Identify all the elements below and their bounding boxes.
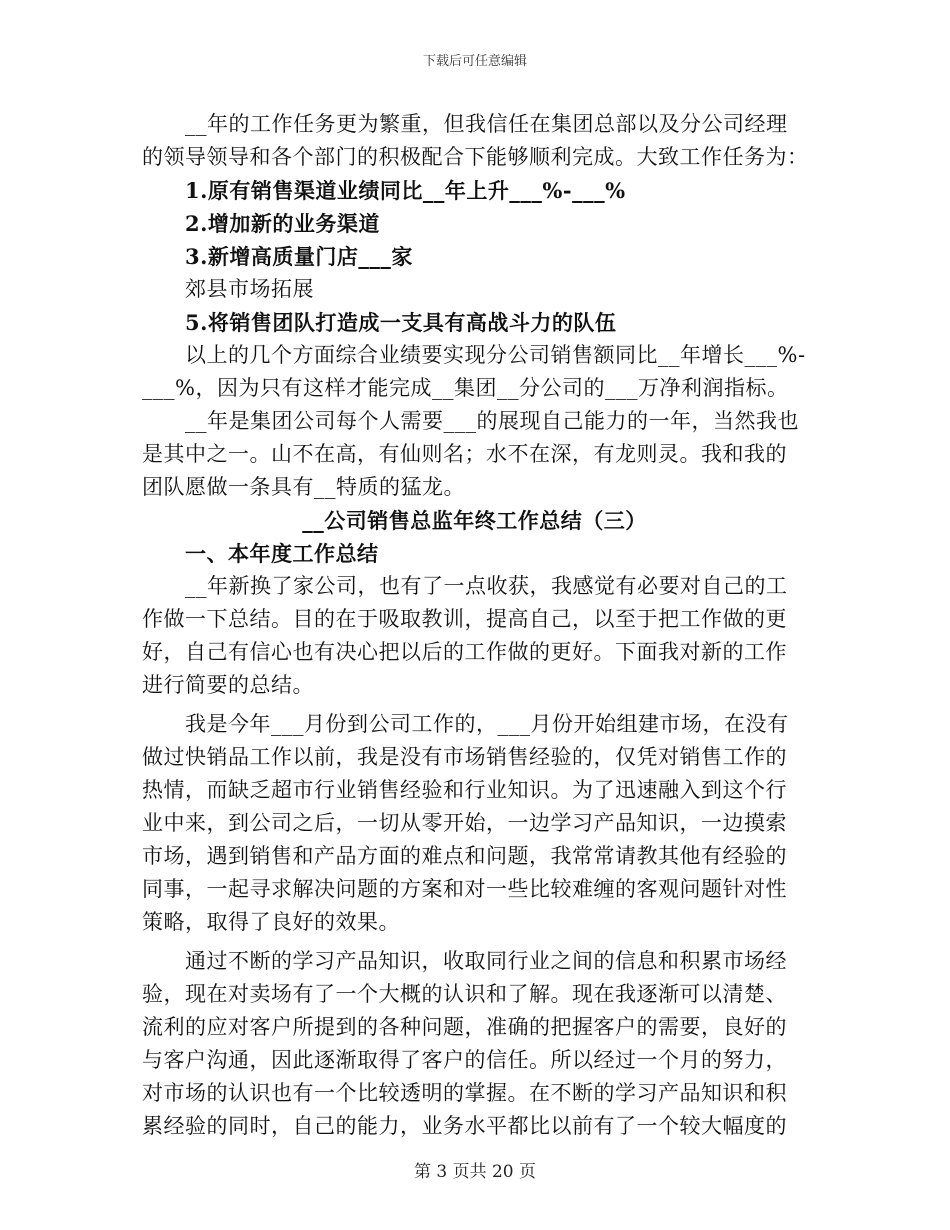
text-line: 策略，取得了良好的效果。 xyxy=(142,910,400,934)
bold-line: 3.新增高质量门店___家 xyxy=(185,244,413,269)
text-line: ___%，因为只有这样才能完成__集团__分公司的___万净利润指标。 xyxy=(142,376,789,400)
text-line: 好，自己有信心也有决心把以后的工作做的更好。下面我对新的工作 xyxy=(142,640,787,664)
bold-line: 一、本年度工作总结 xyxy=(185,541,379,566)
document-body xyxy=(142,108,807,1143)
text-line: 郊县市场拓展 xyxy=(185,277,314,301)
bold-line: 2.增加新的业务渠道 xyxy=(185,211,380,236)
text-line: 进行简要的总结。 xyxy=(142,673,314,697)
text-line: 流利的应对客户所提到的各种问题，准确的把握客户的需要，良好的 xyxy=(142,1015,787,1039)
text-line: 市场，遇到销售和产品方面的难点和问题，我常常请教其他有经验的 xyxy=(142,844,787,868)
text-line: 对市场的认识也有一个比较透明的掌握。在不断的学习产品知识和积 xyxy=(142,1081,787,1105)
text-line: 业中来，到公司之后，一切从零开始，一边学习产品知识，一边摸索 xyxy=(142,811,787,835)
text-line: 做过快销品工作以前，我是没有市场销售经验的，仅凭对销售工作的 xyxy=(142,745,787,769)
text-line: 是其中之一。山不在高，有仙则名；水不在深，有龙则灵。我和我的 xyxy=(142,442,787,466)
bold-line: 5.将销售团队打造成一支具有高战斗力的队伍 xyxy=(185,310,617,335)
text-line: 我是今年___月份到公司工作的，___月份开始组建市场，在没有 xyxy=(185,712,789,736)
text-line: 的领导领导和各个部门的积极配合下能够顺利完成。大致工作任务为： xyxy=(142,145,809,169)
section-heading: __公司销售总监年终工作总结（三） xyxy=(302,508,647,533)
text-line: 同事，一起寻求解决问题的方案和对一些比较难缠的客观问题针对性 xyxy=(142,877,787,901)
text-line: 作做一下总结。目的在于吸取教训，提高自己，以至于把工作做的更 xyxy=(142,607,787,631)
page-header: 下载后可任意编辑 xyxy=(422,54,527,69)
text-line: 热情，而缺乏超市行业销售经验和行业知识。为了迅速融入到这个行 xyxy=(142,778,787,802)
text-line: 累经验的同时，自己的能力，业务水平都比以前有了一个较大幅度的 xyxy=(142,1114,787,1138)
text-line: 验，现在对卖场有了一个大概的认识和了解。现在我逐渐可以清楚、 xyxy=(142,982,787,1006)
text-line: 以上的几个方面综合业绩要实现分公司销售额同比__年增长___%- xyxy=(185,343,806,367)
text-line: __年新换了家公司，也有了一点收获，我感觉有必要对自己的工 xyxy=(185,574,788,598)
text-line: 团队愿做一条具有__特质的猛龙。 xyxy=(142,475,465,499)
text-line: 与客户沟通，因此逐渐取得了客户的信任。所以经过一个月的努力， xyxy=(142,1048,787,1072)
text-line: 通过不断的学习产品知识，收取同行业之间的信息和积累市场经 xyxy=(185,949,787,973)
text-line: __年的工作任务更为繁重，但我信任在集团总部以及分公司经理 xyxy=(185,112,788,136)
page-footer: 第 3 页共 20 页 xyxy=(413,1162,537,1182)
bold-line: 1.原有销售渠道业绩同比__年上升___%-___% xyxy=(185,178,626,203)
text-line: __年是集团公司每个人需要___的展现自己能力的一年，当然我也 xyxy=(185,409,799,433)
